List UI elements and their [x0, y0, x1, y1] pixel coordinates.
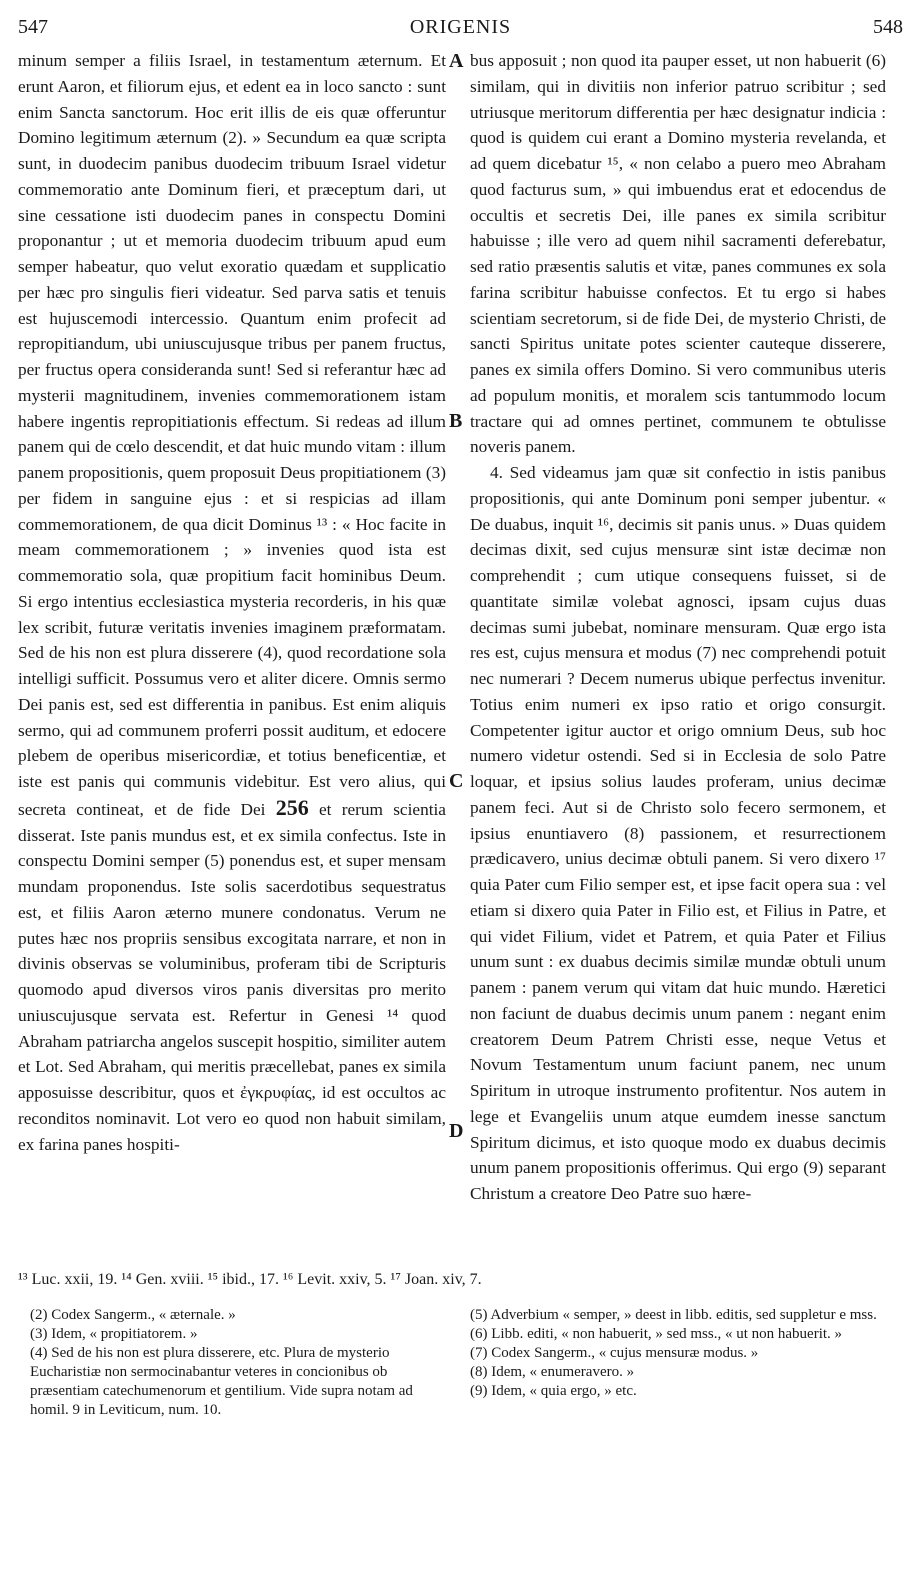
- notes-right: [470, 1306, 886, 1401]
- margin-marker-d: D: [449, 1120, 464, 1142]
- left-column: [18, 48, 446, 1157]
- page-marker: 256: [275, 794, 309, 820]
- right-paragraph-2: 4. Sed videamus jam quæ sit confectio in istis panibus propositionis, qui ante Dominum poni semper jubentur. « De duabus, inquit ¹⁶, decimis sit panis unus. » Duas quidem decimas dixit, sed cujus mensuræ sint istæ decimæ non comprehendit ; cum utique consequens fuisset, si de quantitate similæ volebat agnosci, ipsam cujus duas decimas sumi jubebat, nominare mensuram. Quæ ergo ista res est, cujus mensura et modus (7) nec comprehendi potuit nec numerari ? Decem numerus ubique perfectus invenitur. Totius enim numeri ex ipso ratio et origo consurgit. Competenter igitur auctor et origo omnium Deus, sub hoc numero videtur ostendi. Sed si in Ecclesia de solo Patre loquar, et ipsius solius laudes proferam, unius decimæ panem feci. Aut si de Christo solo fecero sermonem, et ipsius enuntiavero (8) passionem, et resurrectionem prædicavero, unius decimæ obtuli panem. Si vero dixero ¹⁷ quia Pater cum Filio semper est, et ipse facit opera sua : vel etiam si dixero quia Pater in Filio est, et Filius in Patre, et qui videt Filium, videt et Patrem, et quia Pater et Filius unum sunt : ex duabus decimis similæ mundæ obtuli unum panem : panem verum qui vitam dat huic mundo. Hæretici non faciunt de duabus decimis unum panem : negant enim creatorem Deum Patrem Christi esse, neque Vetus et Novum Testamentum unum faciunt panem, nec unum Spiritum in utroque instrumento profitentur. Nos autem in lege et Evangeliis unum atque eumdem inesse sanctum Spiritum dicimus, et isto quoque modo ex duabus decimis unum panem propositionis offerimus. Qui ergo (9) separant Christum a creatore Deo Patre suo hære-: [470, 463, 886, 1203]
- margin-marker-c: C: [449, 770, 464, 792]
- note-8: (8) Idem, « enumeravero. »: [470, 1364, 635, 1380]
- note-2: (2) Codex Sangerm., « æternale. »: [30, 1307, 236, 1323]
- note-4: (4) Sed de his non est plura disserere, etc. Plura de mysterio Eucharistiæ non sermocinabantur veteres in concionibus ob præsentiam catechumenorum et gentilium. Vide supra notam ad homil. 9 in Leviticum, num. 10.: [30, 1345, 413, 1418]
- right-column: [470, 48, 886, 1207]
- running-header: [18, 16, 903, 38]
- running-title: ORIGENIS: [409, 16, 512, 38]
- page-number-right: 548: [873, 16, 903, 38]
- note-9: (9) Idem, « quia ergo, » etc.: [470, 1383, 637, 1399]
- page-number-left: 547: [18, 16, 48, 38]
- note-7: (7) Codex Sangerm., « cujus mensuræ modus. »: [470, 1345, 759, 1361]
- note-5: (5) Adverbium « semper, » deest in libb. editis, sed suppletur e mss.: [470, 1307, 877, 1323]
- left-text-part-1: minum semper a filiis Israel, in testamentum æternum. Et erunt Aaron, et filiorum ejus, et edent ea in loco sancto : sunt enim Sancta sanctorum. Hoc erit illis de eis quæ offeruntur Domino legitimum æternum (2). » Secundum ea quæ scripta sunt, in duodecim panibus duodecim tribuum Israel videtur commemoratio ante Dominum fieri, et præceptum dari, ut sine cessatione isti duodecim panes in conspectu Domini proponantur ; ut et memoria duodecim tribuum apud eum semper habeatur, quo velut exoratio quædam et supplicatio per hæc pro singulis fieri videatur. Sed parva satis et tenuis est hujuscemodi intercessio. Quantum enim profecit ad repropitiandum, ubi uniuscujusque tribus per panem fructus, per fructus opera consideranda sunt! Sed si referantur hæc ad mysterii magnitudinem, invenies commemorationem istam habere ingentis repropitiationis effectum. Si redeas ad illum panem qui de cœlo descendit, et dat huic mundo vitam : illum panem propositionis, quem proposuit Deus propitiationem (3) per fidem in sanguine ejus : et si respicias ad illam commemorationem, de qua dicit Dominus ¹³ : « Hoc facite in meam commemorationem ; » invenies quod ista est commemoratio sola, quæ propitium facit hominibus Deum. Si ergo intentius ecclesiastica mysteria recorderis, in his quæ lex scribit, futuræ veritatis invenies imaginem præformatam. Sed de his non est plura disserere (4), quod recordatione sola intelligi sufficit. Possumus vero et aliter dicere. Omnis sermo Dei panis est, sed est differentia in panibus. Est enim aliquis sermo, qui ad communem proferri possit auditum, et edocere plebem de operibus misericordiæ, et totius beneficentiæ, et iste est panis qui communis videbitur. Est vero alius, qui secreta contineat, et de fide Dei: [18, 51, 446, 819]
- note-3: (3) Idem, « propitiatorem. »: [30, 1326, 198, 1342]
- left-paragraph: [18, 48, 446, 1157]
- right-paragraph-1: bus apposuit ; non quod ita pauper esset, ut non habuerit (6) similam, qui in divitiis non inferior patruo scribitur ; sed utriusque meritorum differentia per hæc designatur indicia : quod is quidem cui erant a Domino mysteria revelanda, et ad quem dicebatur ¹⁵, « non celabo a puero meo Abraham quod facturus sum, » qui imbuendus erat et edocendus de occultis et secretis Dei, ille panes ex simila scribitur habuisse ; ille vero ad quem nihil sacramenti deferebatur, sed ratio præsentis salutis et vitæ, panes communes ex sola farina scribitur habuisse confectos. Et tu ergo si habes scientiam secretorum, si de fide Dei, de mysterio Christi, de sancti Spiritus unitate potes scienter cauteque disserere, panes ex simila offers Domino. Si vero communibus uteris ad populum monitis, et moralem scis tantummodo locum tractare qui ad omnes pertinet, communem te obtulisse noveris panem.: [470, 51, 886, 457]
- margin-marker-a: A: [449, 50, 464, 72]
- margin-marker-b: B: [449, 410, 463, 432]
- note-6: (6) Libb. editi, « non habuerit, » sed mss., « ut non habuerit. »: [470, 1326, 843, 1342]
- notes-left: [30, 1306, 448, 1420]
- scripture-references: ¹³ Luc. xxii, 19. ¹⁴ Gen. xviii. ¹⁵ ibid., 17. ¹⁶ Levit. xxiv, 5. ¹⁷ Joan. xiv, 7.: [18, 1271, 482, 1288]
- left-text-part-2: et rerum scientia disserat. Iste panis mundus est, et ex simila confectus. Iste in conspectu Domini semper (5) ponendus est, et super mensam mundam proponendus. Iste solis sacerdotibus sequestratus est, et filiis Aaron æterno munere condonatus. Verum ne putes hæc nos propriis sensibus excogitata narrare, et non in divinis observas se voluminibus, proferam tibi de Scripturis quomodo apud diversos viros panis diversitas pro merito uniuscujusque servata est. Refertur in Genesi ¹⁴ quod Abraham patriarcha angelos suscepit hospitio, similiter autem et Lot. Sed Abraham, qui meritis præcellebat, panes ex simila apposuisse describitur, quos et ἐγκρυφίας, id est occultos ac reconditos nominavit. Lot vero eo quod non habuit similam, ex farina panes hospiti-: [18, 799, 446, 1154]
